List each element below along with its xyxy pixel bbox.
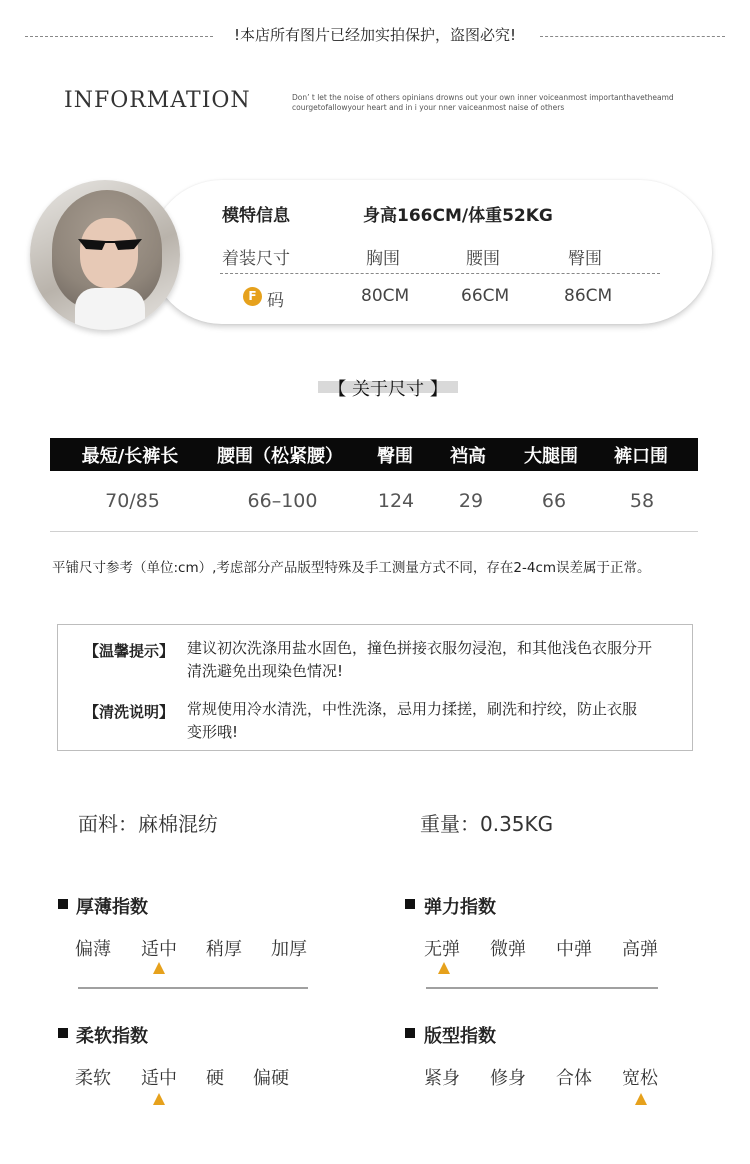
softness-option-rather-hard: 偏硬: [253, 1068, 289, 1089]
value-rise: 29: [458, 490, 484, 512]
chest-value: 80CM: [361, 286, 410, 306]
elasticity-title: 弹力指数: [424, 897, 496, 918]
bullet-square-icon: [405, 899, 415, 909]
warm-tip-label: 【温馨提示】: [84, 642, 175, 660]
selected-arrow-icon: [153, 962, 165, 974]
selected-arrow-icon: [438, 962, 450, 974]
softness-option-medium: 适中: [141, 1068, 177, 1089]
measurement-note: 平铺尺寸参考（单位:cm）,考虑部分产品版型特殊及手工测量方式不同，存在2-4cm误差属于正常。: [52, 560, 651, 576]
elasticity-option-none: 无弹: [424, 939, 460, 960]
fit-option-loose: 宽松: [622, 1068, 658, 1089]
model-info-label: 模特信息: [222, 206, 290, 226]
elasticity-option-medium: 中弹: [556, 939, 592, 960]
thickness-option-thick: 稍厚: [206, 939, 242, 960]
warm-tip-line1: 建议初次洗涤用盐水固色，撞色拼接衣服勿浸泡，和其他浅色衣服分开: [187, 639, 653, 657]
size-label: 着装尺寸: [222, 249, 290, 269]
fabric-material: 面料：麻棉混纺: [78, 812, 218, 836]
header-rise: 裆高: [450, 446, 486, 467]
fit-title: 版型指数: [424, 1026, 496, 1047]
thickness-option-thin: 偏薄: [75, 939, 111, 960]
model-avatar: [30, 180, 180, 330]
information-text: Don’ t let the noise of others opinians drowns out your own inner voiceanmost importanthavetheamd courgetofallowyour heart and in i your nner vaiceanmost naise of others: [292, 93, 674, 112]
elasticity-scale-line: [426, 987, 658, 989]
wash-line2: 变形哦!: [187, 723, 239, 741]
bullet-square-icon: [405, 1028, 415, 1038]
fit-option-tight: 紧身: [424, 1068, 460, 1089]
value-length: 70/85: [105, 490, 160, 512]
copyright-notice: !本店所有图片已经加实拍保护，盗图必究!: [233, 26, 517, 44]
elasticity-option-high: 高弹: [622, 939, 658, 960]
header-thigh: 大腿围: [524, 446, 578, 467]
thickness-title: 厚薄指数: [76, 897, 148, 918]
bullet-square-icon: [58, 899, 68, 909]
sunglasses-icon: [76, 236, 144, 252]
waist-value: 66CM: [461, 286, 510, 306]
softness-option-soft: 柔软: [75, 1068, 111, 1089]
fabric-weight: 重量：0.35KG: [420, 812, 554, 836]
fit-option-regular: 合体: [556, 1068, 592, 1089]
header-hip: 臀围: [377, 446, 413, 467]
model-info-value: 身高166CM/体重52KG: [363, 206, 553, 226]
softness-title: 柔软指数: [76, 1026, 148, 1047]
value-thigh: 66: [541, 490, 567, 512]
elasticity-option-slight: 微弹: [490, 939, 526, 960]
softness-option-hard: 硬: [206, 1068, 224, 1089]
hip-value: 86CM: [564, 286, 613, 306]
chest-label: 胸围: [366, 249, 400, 269]
wash-line1: 常规使用冷水清洗，中性洗涤，忌用力揉搓，刷洗和拧绞，防止衣服: [187, 700, 638, 718]
value-hip: 124: [377, 490, 415, 512]
fit-option-slim: 修身: [490, 1068, 526, 1089]
selected-arrow-icon: [635, 1093, 647, 1105]
bullet-square-icon: [58, 1028, 68, 1038]
header-leg-opening: 裤口围: [614, 446, 668, 467]
warm-tip-line2: 清洗避免出现染色情况!: [187, 662, 344, 680]
hip-label: 臀围: [568, 249, 602, 269]
thickness-option-medium: 适中: [141, 939, 177, 960]
header-length: 最短/长裤长: [81, 446, 179, 467]
waist-label: 腰围: [466, 249, 500, 269]
header-waist: 腰围（松紧腰）: [217, 446, 343, 467]
wash-label: 【清洗说明】: [84, 703, 175, 721]
information-title: INFORMATION: [64, 88, 251, 113]
value-leg-opening: 58: [629, 490, 655, 512]
thickness-option-extra-thick: 加厚: [271, 939, 307, 960]
size-suffix: 码: [267, 291, 284, 311]
size-section-title: 【 关于尺寸 】: [328, 379, 448, 400]
size-badge: F: [243, 287, 262, 306]
table-bottom-line: [50, 531, 698, 532]
card-divider: [220, 273, 660, 274]
value-waist: 66–100: [247, 490, 318, 512]
selected-arrow-icon: [153, 1093, 165, 1105]
thickness-scale-line: [78, 987, 308, 989]
